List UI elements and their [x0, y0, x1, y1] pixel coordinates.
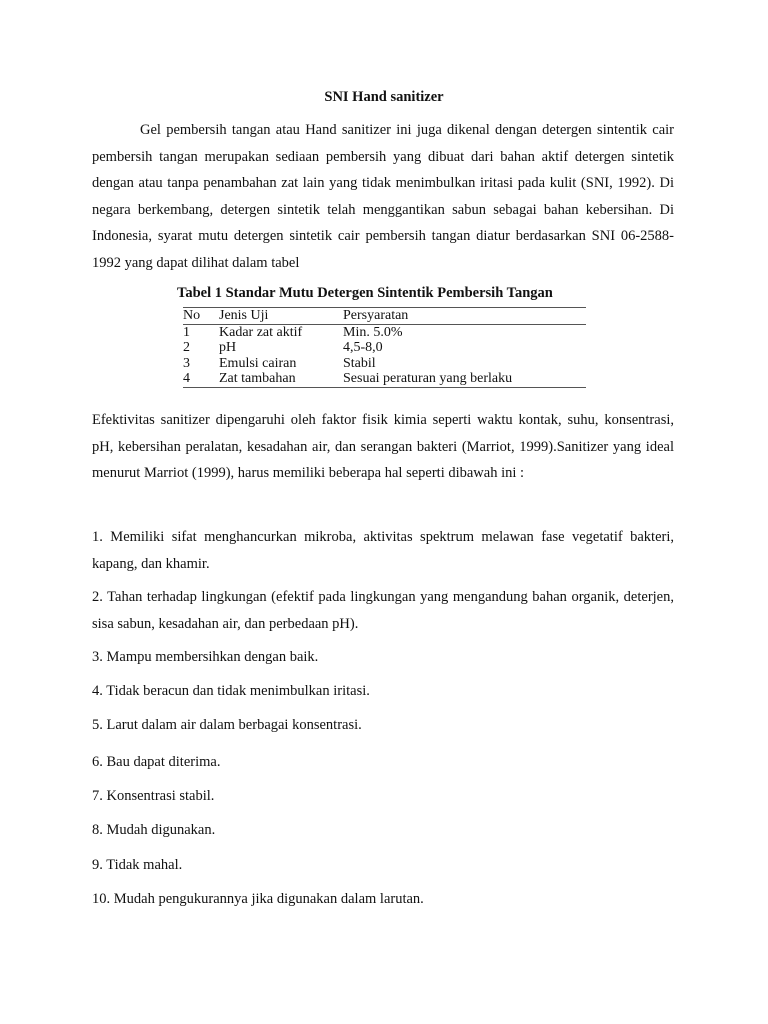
list-item: 5. Larut dalam air dalam berbagai konsentrasi. — [92, 717, 362, 733]
cell-jenis-uji: Zat tambahan — [219, 371, 343, 387]
list-item: 10. Mudah pengukurannya jika digunakan dalam larutan. — [92, 891, 424, 907]
table-caption: Tabel 1 Standar Mutu Detergen Sintentik Pembersih Tangan — [177, 285, 553, 301]
document-title: SNI Hand sanitizer — [324, 89, 444, 105]
table-row — [183, 371, 586, 387]
cell-persyaratan: 4,5-8,0 — [343, 340, 383, 356]
cell-jenis-uji: Kadar zat aktif — [219, 324, 303, 340]
efektivitas-paragraph: Efektivitas sanitizer dipengaruhi oleh faktor fisik kimia seperti waktu kontak, suhu, konsentrasi, pH, kebersihan peralatan, kesadahan air, dan serangan bakteri (Marriot, 1999).Sanitizer yang ideal menurut Marriot (1999), harus memiliki beberapa hal seperti dibawah ini : — [92, 412, 674, 482]
list-item: 7. Konsentrasi stabil. — [92, 788, 215, 804]
cell-no: 2 — [183, 340, 190, 356]
list-item: 3. Mampu membersihkan dengan baik. — [92, 649, 319, 665]
table-row — [183, 324, 586, 340]
cell-persyaratan: Sesuai peraturan yang berlaku — [343, 371, 586, 387]
standard-table-block — [176, 285, 592, 388]
list-item: 4. Tidak beracun dan tidak menimbulkan iritasi. — [92, 683, 370, 699]
standard-table — [183, 307, 586, 388]
cell-jenis-uji: Emulsi cairan — [219, 355, 297, 371]
list-item: 1. Memiliki sifat menghancurkan mikroba, aktivitas spektrum melawan fase vegetatif bakteri, kapang, dan khamir. — [92, 529, 674, 572]
cell-no: 4 — [183, 371, 219, 387]
column-header-jenis-uji: Jenis Uji — [219, 308, 343, 325]
cell-no: 1 — [183, 324, 190, 340]
list-item: 9. Tidak mahal. — [92, 857, 183, 873]
cell-persyaratan: Stabil — [343, 355, 376, 371]
list-item: 8. Mudah digunakan. — [92, 822, 216, 838]
column-header-no: No — [183, 308, 219, 325]
list-item: 2. Tahan terhadap lingkungan (efektif pada lingkungan yang mengandung bahan organik, deterjen, sisa sabun, kesadahan air, dan perbedaan pH). — [92, 589, 674, 632]
table-header-row — [183, 308, 586, 325]
table-row — [183, 340, 586, 356]
cell-jenis-uji: pH — [219, 340, 237, 356]
cell-persyaratan: Min. 5.0% — [343, 324, 403, 340]
table-row — [183, 356, 586, 372]
cell-no: 3 — [183, 355, 190, 371]
list-item: 6. Bau dapat diterima. — [92, 754, 221, 770]
column-header-persyaratan: Persyaratan — [343, 308, 586, 325]
intro-paragraph: Gel pembersih tangan atau Hand sanitizer ini juga dikenal dengan detergen sintentik cair pembersih tangan merupakan sediaan pembersih yang dibuat dari bahan aktif detergen sintetik dengan atau tanpa penambahan zat lain yang tidak menimbulkan iritasi pada kulit (SNI, 1992). Di negara berkembang, detergen sintetik telah menggantikan sabun sebagai bahan kebersihan. Di Indonesia, syarat mutu detergen sintetik cair pembersih tangan diatur berdasarkan SNI 06-2588- 1992 yang dapat dilihat dalam tabel — [92, 122, 674, 271]
